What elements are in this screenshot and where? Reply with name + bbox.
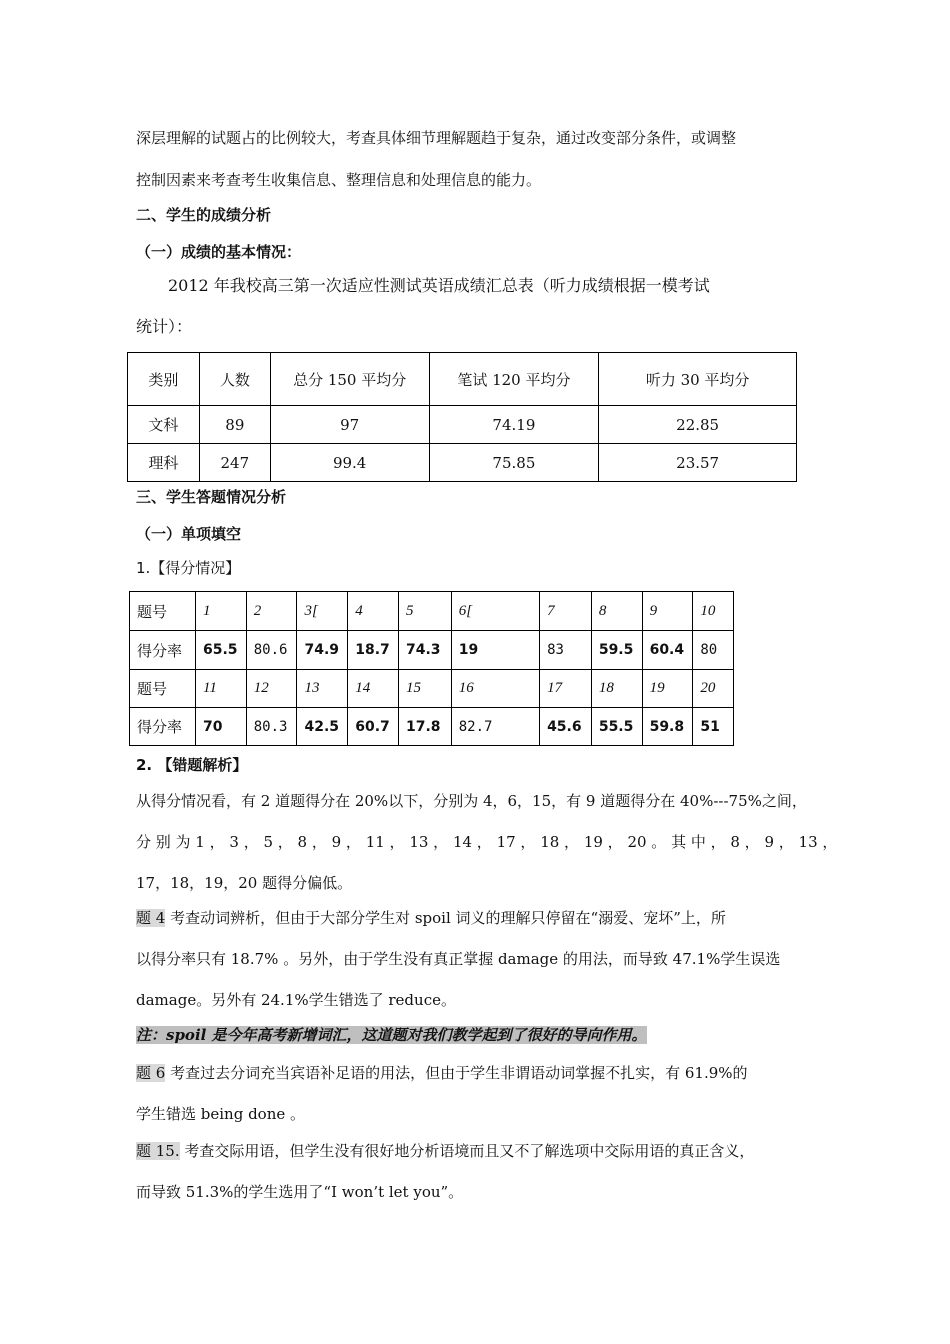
question-number: 19 bbox=[642, 670, 693, 708]
score-rate: 74.3 bbox=[398, 631, 451, 670]
q4-line-1 bbox=[136, 908, 726, 928]
table-cell: 23.57 bbox=[599, 444, 797, 482]
header-cell: 类别 bbox=[128, 353, 200, 406]
q4-line-2: 以得分率只有 18.7% 。另外，由于学生没有真正掌握 damage 的用法，而导致 47.1%学生误选 bbox=[136, 950, 781, 968]
question-number: 14 bbox=[348, 670, 399, 708]
table-row bbox=[128, 406, 797, 444]
question-number-row bbox=[130, 592, 734, 631]
item-2-title: 2. 【错题解析】 bbox=[136, 756, 248, 774]
analysis-line-3: 17，18，19，20 题得分偏低。 bbox=[136, 874, 353, 892]
q4-label: 题 4 bbox=[136, 909, 166, 927]
score-rate: 59.8 bbox=[642, 708, 693, 746]
score-rate: 82.7 bbox=[451, 708, 539, 746]
score-rate: 80 bbox=[693, 631, 734, 670]
question-number: 12 bbox=[246, 670, 297, 708]
intro-line-2: 控制因素来考查考生收集信息、整理信息和处理信息的能力。 bbox=[136, 171, 542, 189]
question-number: 3[ bbox=[297, 592, 348, 631]
question-number: 15 bbox=[398, 670, 451, 708]
score-rate: 45.6 bbox=[540, 708, 592, 746]
score-rate-row bbox=[130, 631, 734, 670]
question-number-row bbox=[130, 670, 734, 708]
header-cell: 总分 150 平均分 bbox=[270, 353, 429, 406]
analysis-line-2: 分 别 为 1 ， 3 ， 5 ， 8 ， 9 ， 11 ， 13 ， 14 ， 17 ， 18 ， 19 ， 20 。 其 中 ， 8 ， 9 ， 13 ， bbox=[136, 833, 838, 851]
q4-line-3: damage。另外有 24.1%学生错选了 reduce。 bbox=[136, 991, 456, 1009]
score-rate: 74.9 bbox=[297, 631, 348, 670]
q4-text: 考查动词辨析，但由于大部分学生对 spoil 词义的理解只停留在“溺爱、宠坏”上，所 bbox=[165, 909, 726, 927]
question-number: 13 bbox=[297, 670, 348, 708]
q6-text: 考查过去分词充当宾语补足语的用法，但由于学生非谓语动词掌握不扎实，有 61.9%的 bbox=[165, 1064, 748, 1082]
score-rate: 59.5 bbox=[591, 631, 642, 670]
score-rate: 18.7 bbox=[348, 631, 399, 670]
score-rate: 42.5 bbox=[297, 708, 348, 746]
question-number: 6[ bbox=[451, 592, 539, 631]
question-number: 18 bbox=[591, 670, 642, 708]
q6-line-1 bbox=[136, 1063, 748, 1083]
table-cell: 89 bbox=[199, 406, 270, 444]
score-summary-table bbox=[127, 352, 797, 482]
question-number: 5 bbox=[398, 592, 451, 631]
table-cell: 74.19 bbox=[429, 406, 599, 444]
question-number: 16 bbox=[451, 670, 539, 708]
question-number: 4 bbox=[348, 592, 399, 631]
score-rate: 51 bbox=[693, 708, 734, 746]
table-cell: 75.85 bbox=[429, 444, 599, 482]
score-rate-row bbox=[130, 708, 734, 746]
table-cell: 247 bbox=[199, 444, 270, 482]
score-rate: 19 bbox=[451, 631, 539, 670]
question-number: 17 bbox=[540, 670, 592, 708]
question-number: 1 bbox=[195, 592, 246, 631]
table-caption-line-1: 2012 年我校高三第一次适应性测试英语成绩汇总表（听力成绩根据一模考试 bbox=[168, 276, 710, 295]
q15-line-1 bbox=[136, 1141, 754, 1161]
table-row bbox=[128, 444, 797, 482]
table-cell: 22.85 bbox=[599, 406, 797, 444]
q6-line-2: 学生错选 being done 。 bbox=[136, 1105, 306, 1123]
score-rate: 80.6 bbox=[246, 631, 297, 670]
score-rate: 83 bbox=[540, 631, 592, 670]
header-cell: 听力 30 平均分 bbox=[599, 353, 797, 406]
score-rate: 17.8 bbox=[398, 708, 451, 746]
section-3-sub-1: （一）单项填空 bbox=[136, 525, 242, 543]
note-text: 注：spoil 是今年高考新增词汇，这道题对我们教学起到了很好的导向作用。 bbox=[136, 1026, 647, 1044]
row-label: 题号 bbox=[130, 670, 196, 708]
section-2-sub-1: （一）成绩的基本情况： bbox=[136, 243, 302, 261]
score-rate: 80.3 bbox=[246, 708, 297, 746]
question-number: 9 bbox=[642, 592, 693, 631]
section-3-heading: 三、学生答题情况分析 bbox=[136, 488, 287, 506]
score-rate: 55.5 bbox=[591, 708, 642, 746]
question-number: 11 bbox=[195, 670, 246, 708]
q15-label: 题 15. bbox=[136, 1142, 180, 1160]
analysis-line-1: 从得分情况看，有 2 道题得分在 20%以下，分别为 4，6，15，有 9 道题得分在 40%---75%之间， bbox=[136, 792, 807, 810]
question-number: 20 bbox=[693, 670, 734, 708]
teaching-note bbox=[136, 1025, 647, 1045]
question-number: 2 bbox=[246, 592, 297, 631]
q15-text: 考查交际用语，但学生没有很好地分析语境而且又不了解选项中交际用语的真正含义， bbox=[179, 1142, 755, 1160]
question-number: 10 bbox=[693, 592, 734, 631]
row-label: 得分率 bbox=[130, 631, 196, 670]
table-header-row bbox=[128, 353, 797, 406]
table-caption-line-2: 统计）： bbox=[136, 317, 193, 336]
intro-line-1: 深层理解的试题占的比例较大，考查具体细节理解题趋于复杂，通过改变部分条件，或调整 bbox=[136, 129, 737, 147]
table-cell: 文科 bbox=[128, 406, 200, 444]
score-rate: 60.7 bbox=[348, 708, 399, 746]
header-cell: 人数 bbox=[199, 353, 270, 406]
question-number: 8 bbox=[591, 592, 642, 631]
q6-label: 题 6 bbox=[136, 1064, 166, 1082]
score-rate: 70 bbox=[195, 708, 246, 746]
row-label: 题号 bbox=[130, 592, 196, 631]
section-2-heading: 二、学生的成绩分析 bbox=[136, 206, 272, 224]
question-number: 7 bbox=[540, 592, 592, 631]
table-cell: 理科 bbox=[128, 444, 200, 482]
score-rate: 65.5 bbox=[195, 631, 246, 670]
item-1-title: 1.【得分情况】 bbox=[136, 559, 241, 577]
score-rate: 60.4 bbox=[642, 631, 693, 670]
header-cell: 笔试 120 平均分 bbox=[429, 353, 599, 406]
table-cell: 97 bbox=[270, 406, 429, 444]
q15-line-2: 而导致 51.3%的学生选用了“I won’t let you”。 bbox=[136, 1183, 464, 1201]
row-label: 得分率 bbox=[130, 708, 196, 746]
table-cell: 99.4 bbox=[270, 444, 429, 482]
question-score-table bbox=[129, 591, 734, 746]
